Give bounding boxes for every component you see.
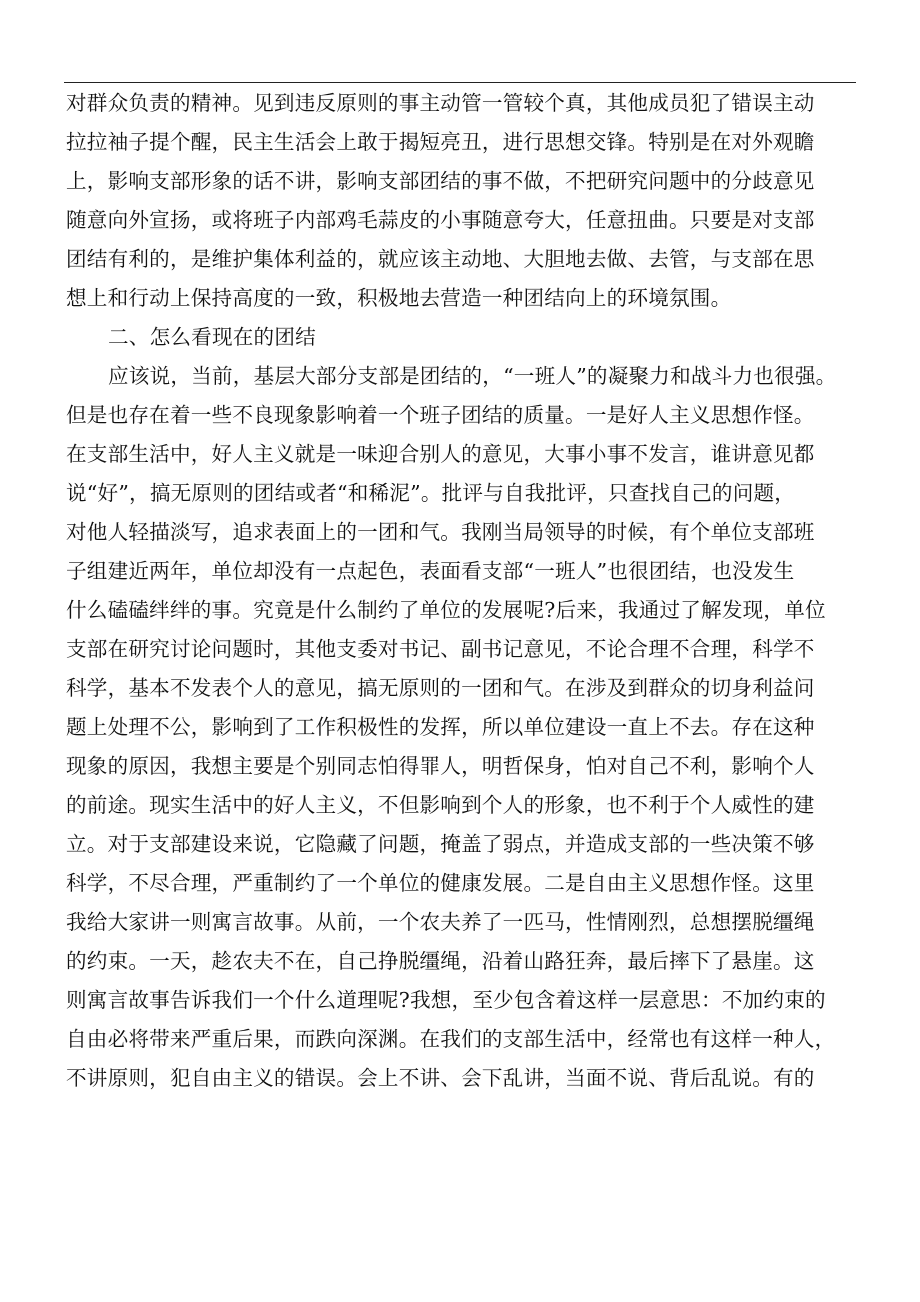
text-line: 的约束。一天，趁农夫不在，自己挣脱缰绳，沿着山路狂奔，最后摔下了悬崖。这 xyxy=(66,949,815,973)
text-line: 不讲原则，犯自由主义的错误。会上不讲、会下乱讲，当面不说、背后乱说。有的 xyxy=(66,1066,815,1090)
text-line: 应该说，当前，基层大部分支部是团结的，“一班人”的凝聚力和战斗力也很强。 xyxy=(108,364,837,388)
text-line: 自由必将带来严重后果，而跌向深渊。在我们的支部生活中，经常也有这样一种人， xyxy=(66,1027,836,1051)
header-rule xyxy=(64,82,856,83)
text-line: 什么磕磕绊绊的事。究竟是什么制约了单位的发展呢?后来，我通过了解发现，单位 xyxy=(66,598,826,622)
text-line: 支部在研究讨论问题时，其他支委对书记、副书记意见，不论合理不合理，科学不 xyxy=(66,637,815,661)
text-line: 子组建近两年，单位却没有一点起色，表面看支部“一班人”也很团结，也没发生 xyxy=(66,559,795,583)
text-line: 随意向外宣扬，或将班子内部鸡毛蒜皮的小事随意夸大，任意扭曲。只要是对支部 xyxy=(66,208,815,232)
text-line: 说“好”，搞无原则的团结或者“和稀泥”。批评与自我批评，只查找自己的问题， xyxy=(66,481,796,505)
text-line: 拉拉袖子提个醒，民主生活会上敢于揭短亮丑，进行思想交锋。特别是在对外观瞻 xyxy=(66,130,815,154)
text-line: 我给大家讲一则寓言故事。从前，一个农夫养了一匹马，性情刚烈，总想摆脱缰绳 xyxy=(66,910,815,934)
text-line: 团结有利的，是维护集体利益的，就应该主动地、大胆地去做、去管，与支部在思 xyxy=(66,247,815,271)
text-line: 立。对于支部建设来说，它隐藏了问题，掩盖了弱点，并造成支部的一些决策不够 xyxy=(66,832,815,856)
text-line: 科学，不尽合理，严重制约了一个单位的健康发展。二是自由主义思想作怪。这里 xyxy=(66,871,815,895)
text-line: 对群众负责的精神。见到违反原则的事主动管一管较个真，其他成员犯了错误主动 xyxy=(66,91,815,115)
section-heading: 二、怎么看现在的团结 xyxy=(108,325,316,349)
text-line: 现象的原因，我想主要是个别同志怕得罪人，明哲保身，怕对自己不利，影响个人 xyxy=(66,754,815,778)
text-line: 的前途。现实生活中的好人主义，不但影响到个人的形象，也不利于个人威性的建 xyxy=(66,793,815,817)
text-line: 但是也存在着一些不良现象影响着一个班子团结的质量。一是好人主义思想作怪。 xyxy=(66,403,815,427)
text-line: 则寓言故事告诉我们一个什么道理呢?我想，至少包含着这样一层意思：不加约束的 xyxy=(66,988,826,1012)
body-text xyxy=(66,84,866,1098)
text-line: 对他人轻描淡写，追求表面上的一团和气。我刚当局领导的时候，有个单位支部班 xyxy=(66,520,815,544)
text-line: 想上和行动上保持高度的一致，积极地去营造一种团结向上的环境氛围。 xyxy=(66,286,732,310)
text-line: 科学，基本不发表个人的意见，搞无原则的一团和气。在涉及到群众的切身利益问 xyxy=(66,676,815,700)
text-line: 题上处理不公，影响到了工作积极性的发挥，所以单位建设一直上不去。存在这种 xyxy=(66,715,815,739)
text-line: 上，影响支部形象的话不讲，影响支部团结的事不做，不把研究问题中的分歧意见 xyxy=(66,169,815,193)
text-line: 在支部生活中，好人主义就是一味迎合别人的意见，大事小事不发言，谁讲意见都 xyxy=(66,442,815,466)
